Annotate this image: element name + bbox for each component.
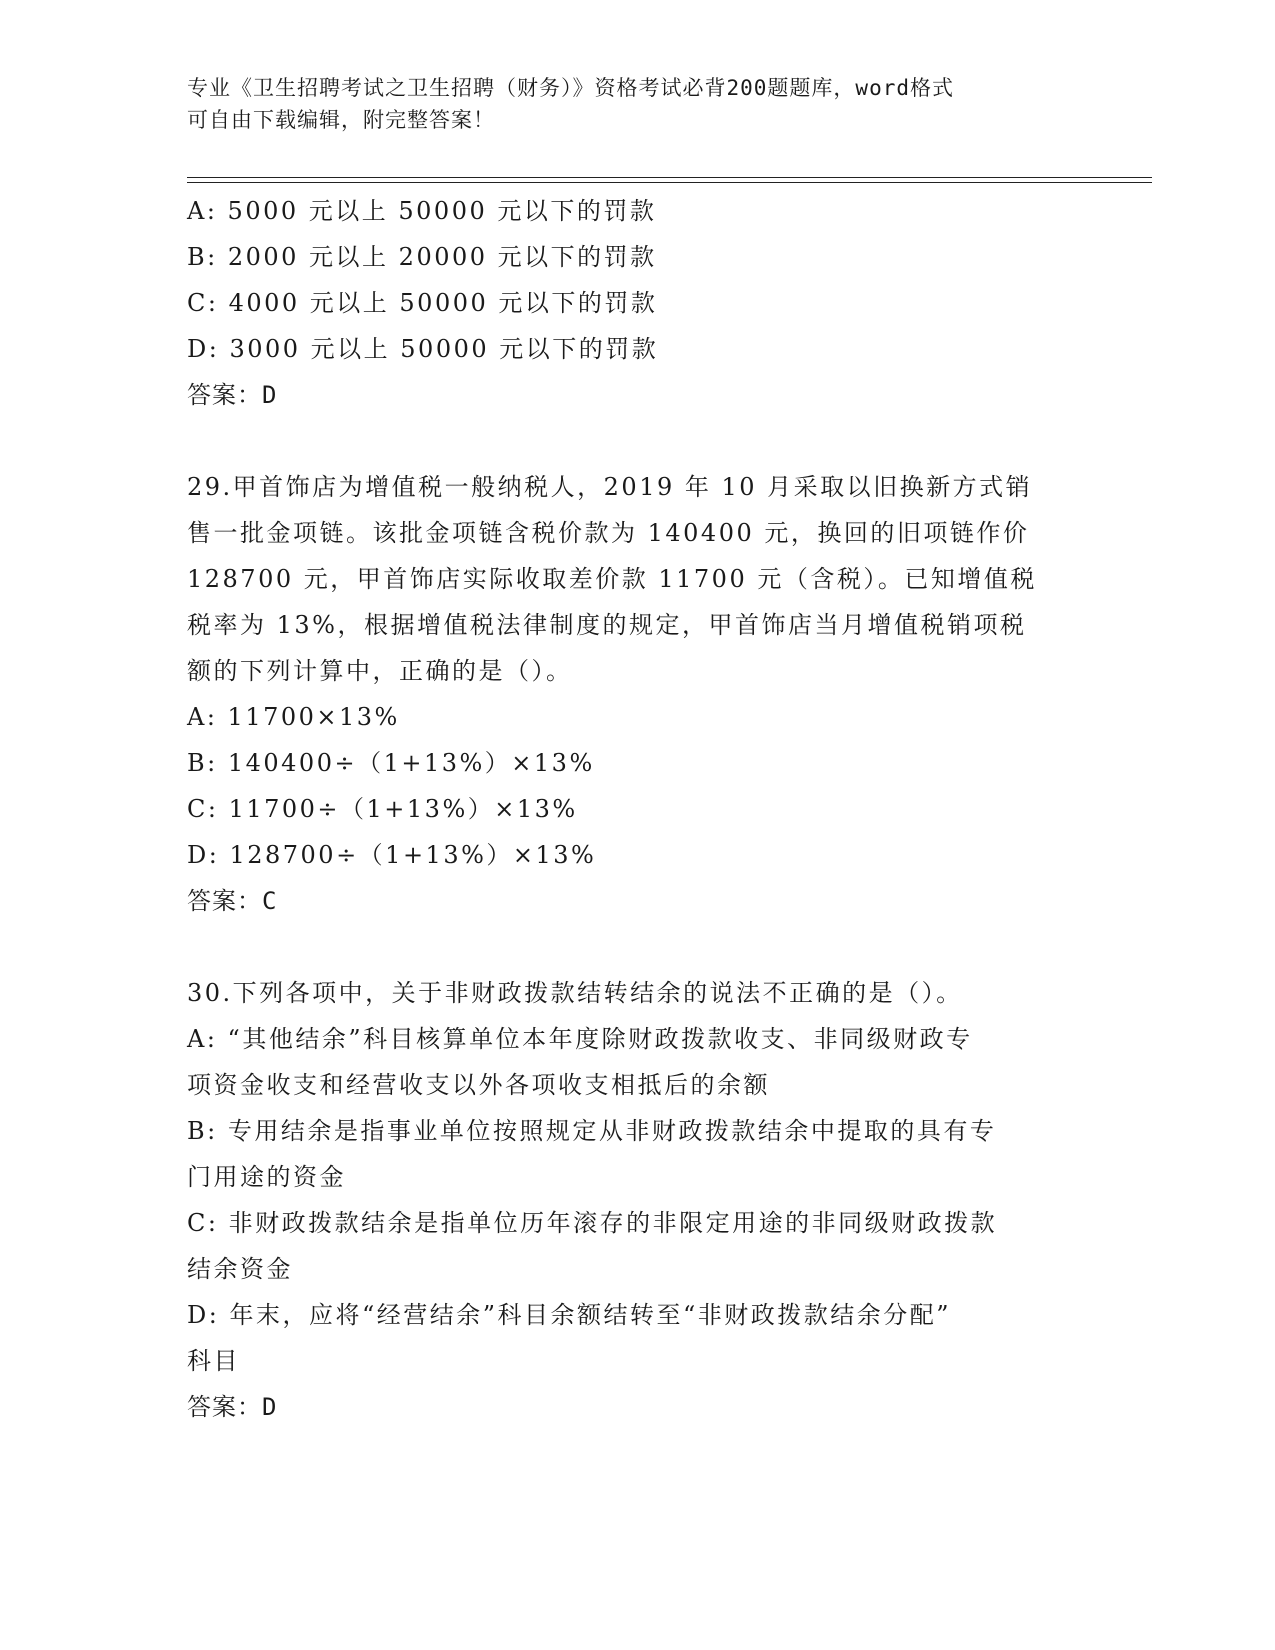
option-a: A: 11700×13% [187, 703, 400, 731]
option-d: D: 3000 元以上 50000 元以下的罚款 [187, 335, 659, 363]
document-body [187, 188, 1087, 1430]
option-c-line: 结余资金 [187, 1255, 293, 1283]
question-28-options [187, 188, 1087, 418]
option-c: C: 4000 元以上 50000 元以下的罚款 [187, 289, 658, 317]
option-b-line: B: 专用结余是指事业单位按照规定从非财政拨款结余中提取的具有专 [187, 1117, 997, 1145]
spacer [187, 924, 1087, 970]
question-29 [187, 464, 1087, 924]
question-stem-line: 128700 元，甲首饰店实际收取差价款 11700 元（含税）。已知增值税 [187, 565, 1037, 593]
option-a: A: 5000 元以上 50000 元以下的罚款 [187, 197, 657, 225]
option-b-line: 门用途的资金 [187, 1163, 346, 1191]
question-stem-line: 税率为 13%，根据增值税法律制度的规定，甲首饰店当月增值税销项税 [187, 611, 1027, 639]
question-stem-line: 售一批金项链。该批金项链含税价款为 140400 元，换回的旧项链作价 [187, 519, 1030, 547]
option-c-line: C: 非财政拨款结余是指单位历年滚存的非限定用途的非同级财政拨款 [187, 1209, 998, 1237]
option-c: C: 11700÷（1+13%）×13% [187, 795, 578, 823]
question-stem-line: 额的下列计算中，正确的是（）。 [187, 657, 573, 685]
spacer [187, 418, 1087, 464]
header-title-line-2: 可自由下载编辑，附完整答案！ [187, 108, 495, 132]
option-b: B: 2000 元以上 20000 元以下的罚款 [187, 243, 657, 271]
option-d: D: 128700÷（1+13%）×13% [187, 841, 597, 869]
option-b: B: 140400÷（1+13%）×13% [187, 749, 595, 777]
question-stem: 30.下列各项中，关于非财政拨款结转结余的说法不正确的是（）。 [187, 979, 963, 1007]
question-30 [187, 970, 1087, 1430]
option-a-line: 项资金收支和经营收支以外各项收支相抵后的余额 [187, 1071, 770, 1099]
question-stem-line: 29.甲首饰店为增值税一般纳税人，2019 年 10 月采取以旧换新方式销 [187, 473, 1033, 501]
header-divider [187, 177, 1152, 183]
option-a-line: A: “其他结余”科目核算单位本年度除财政拨款收支、非同级财政专 [187, 1025, 973, 1053]
option-d-line: 科目 [187, 1347, 240, 1375]
option-d-line: D: 年末，应将“经营结余”科目余额结转至“非财政拨款结余分配” [187, 1301, 952, 1329]
answer: 答案：C [187, 887, 278, 915]
page-header [187, 72, 1067, 136]
header-title-line-1: 专业《卫生招聘考试之卫生招聘（财务）》资格考试必背200题题库，word格式 [187, 76, 954, 100]
answer: 答案：D [187, 381, 278, 409]
answer: 答案：D [187, 1393, 278, 1421]
